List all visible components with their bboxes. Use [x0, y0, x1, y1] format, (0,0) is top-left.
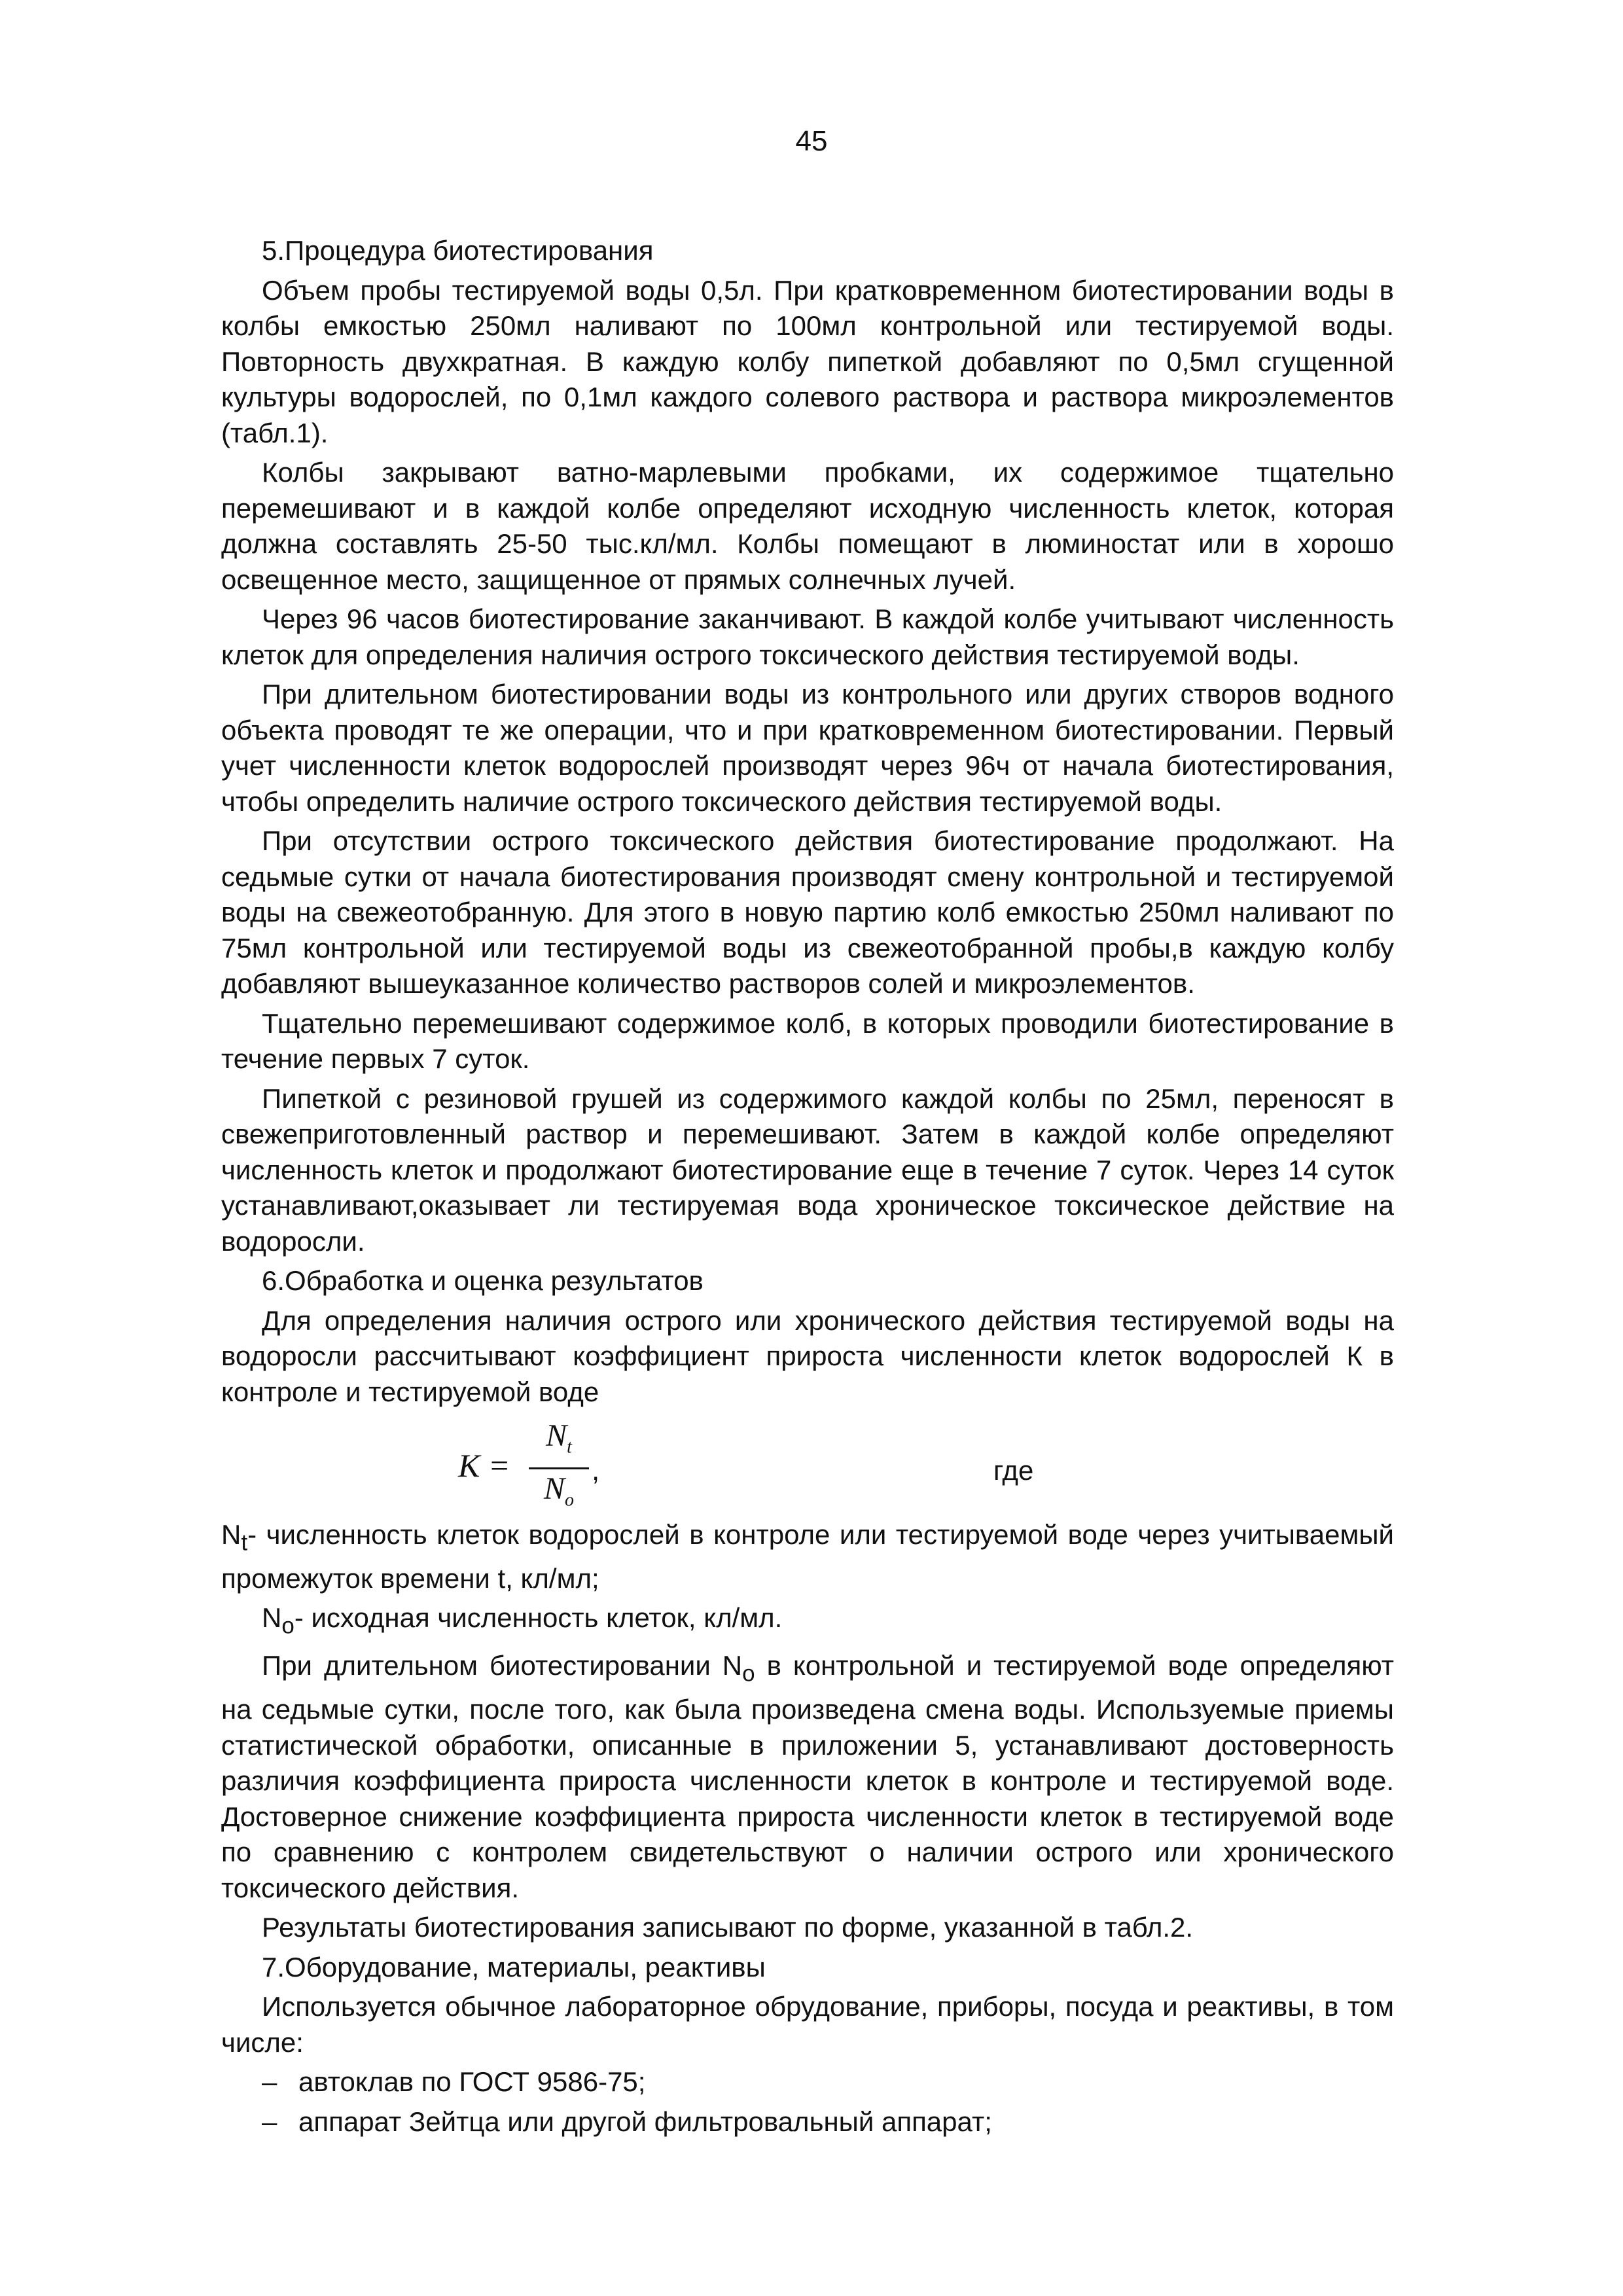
paragraph-7: Пипеткой с резиновой грушей из содержимого каждой колбы по 25мл, переносят в свежеприготовленный раствор и перемешивают. Затем в каждой колбе определяют численность клеток и продолжают биотестирование еще в течение 7 суток. Через 14 суток устанавливают,оказывает ли тестируемая вода хроническое токсическое действие на водоросли. — [221, 1083, 1394, 1257]
paragraph-4: При длительном биотестировании воды из контрольного или других створов водного объекта проводят те же операции, что и при кратковременном биотестировании. Первый учет численности клеток водорослей производят через 96ч от начала биотестирования, чтобы определить наличие острого токсического действия тестируемой воды. — [221, 679, 1394, 817]
paragraph-10: Результаты биотестирования записывают по форме, указанной в табл.2. — [262, 1912, 1194, 1943]
formula-comma: , — [592, 1454, 600, 1486]
paragraph-6: Тщательно перемешивают содержимое колб, в которых проводили биотестирование в течение первых 7 суток. — [221, 1007, 1394, 1074]
paragraph-2: Колбы закрывают ватно-марлевыми пробками, их содержимое тщательно перемешивают и в каждой колбе определяют исходную численность клеток, которая должна составлять 25-50 тыс.кл/мл. Колбы помещают в люминостат или в хорошо освещенное место, защищенное от прямых солнечных лучей. — [221, 457, 1394, 595]
formula-numerator: $N_t$ — [529, 1418, 589, 1469]
formula-fraction — [529, 1418, 589, 1518]
paragraph-5: При отсутствии острого токсического действия биотестирование продолжают. На седьмые сутки от начала биотестирования производят смену контрольной и тестируемой воды на свежеотобранную. Для этого в новую партию колб емкостью 250мл наливают по 75мл контрольной или тестируемой воды из свежеотобранной пробы,в каждую колбу добавляют вышеуказанное количество растворов солей и микроэлементов. — [221, 825, 1394, 999]
paragraph-11: Используется обычное лабораторное обрудование, приборы, посуда и реактивы, в том числе: — [221, 1991, 1394, 2058]
formula-denominator: $N_o$ — [543, 1471, 574, 1511]
definition-nt: $N_t-$ численность клеток водорослей в контроле или тестируемой воде через учитываемый промежуток времени t, кл/мл; — [221, 1519, 1394, 1594]
definition-no: $N_o-$ исходная численность клеток, кл/мл. — [262, 1602, 783, 1639]
page-number: 45 — [795, 125, 828, 157]
paragraph-9: При длительном биотестировании $N_o$ в контрольной и тестируемой воде определяют на седьмые сутки, после того, как была произведена смена воды. Используемые приемы статистической обработки, описанные в приложении 5, устанавливают достоверность различия коэффициента прироста численности клеток в контроле и тестируемой воде. Достоверное снижение коэффициента прироста численности клеток в тестируемой воде по сравнению с контролем свидетельствуют о наличии острого или хронического токсического действия. — [221, 1650, 1395, 1903]
list-item: – аппарат Зейтца или другой фильтровальный аппарат; — [262, 2106, 992, 2137]
formula-k — [221, 1414, 1394, 1512]
formula-lhs: K = — [458, 1447, 510, 1484]
paragraph-8: Для определения наличия острого или хронического действия тестируемой воды на водоросли рассчитывают коэффициент прироста численности клеток водорослей К в контроле и тестируемой воде — [221, 1304, 1394, 1407]
paragraph-3: Через 96 часов биотестирование заканчивают. В каждой колбе учитывают численность клеток для определения наличия острого токсического действия тестируемой воды. — [221, 603, 1394, 670]
body-text — [221, 233, 1394, 2144]
formula-where: где — [993, 1455, 1034, 1486]
list-item: – автоклав по ГОСТ 9586-75; — [262, 2066, 646, 2098]
section-heading-7: 7.Оборудование, материалы, реактивы — [262, 1951, 766, 1982]
section-heading-6: 6.Обработка и оценка результатов — [262, 1265, 704, 1296]
paragraph-1: Объем пробы тестируемой воды 0,5л. При кратковременном биотестировании воды в колбы емкостью 250мл наливают по 100мл контрольной или тестируемой воды. Повторность двухкратная. В каждую колбу пипеткой добавляют по 0,5мл сгущенной культуры водорослей, по 0,1мл каждого солевого раствора и раствора микроэлементов (табл.1). — [221, 274, 1394, 448]
section-heading-5: 5.Процедура биотестирования — [262, 235, 654, 266]
